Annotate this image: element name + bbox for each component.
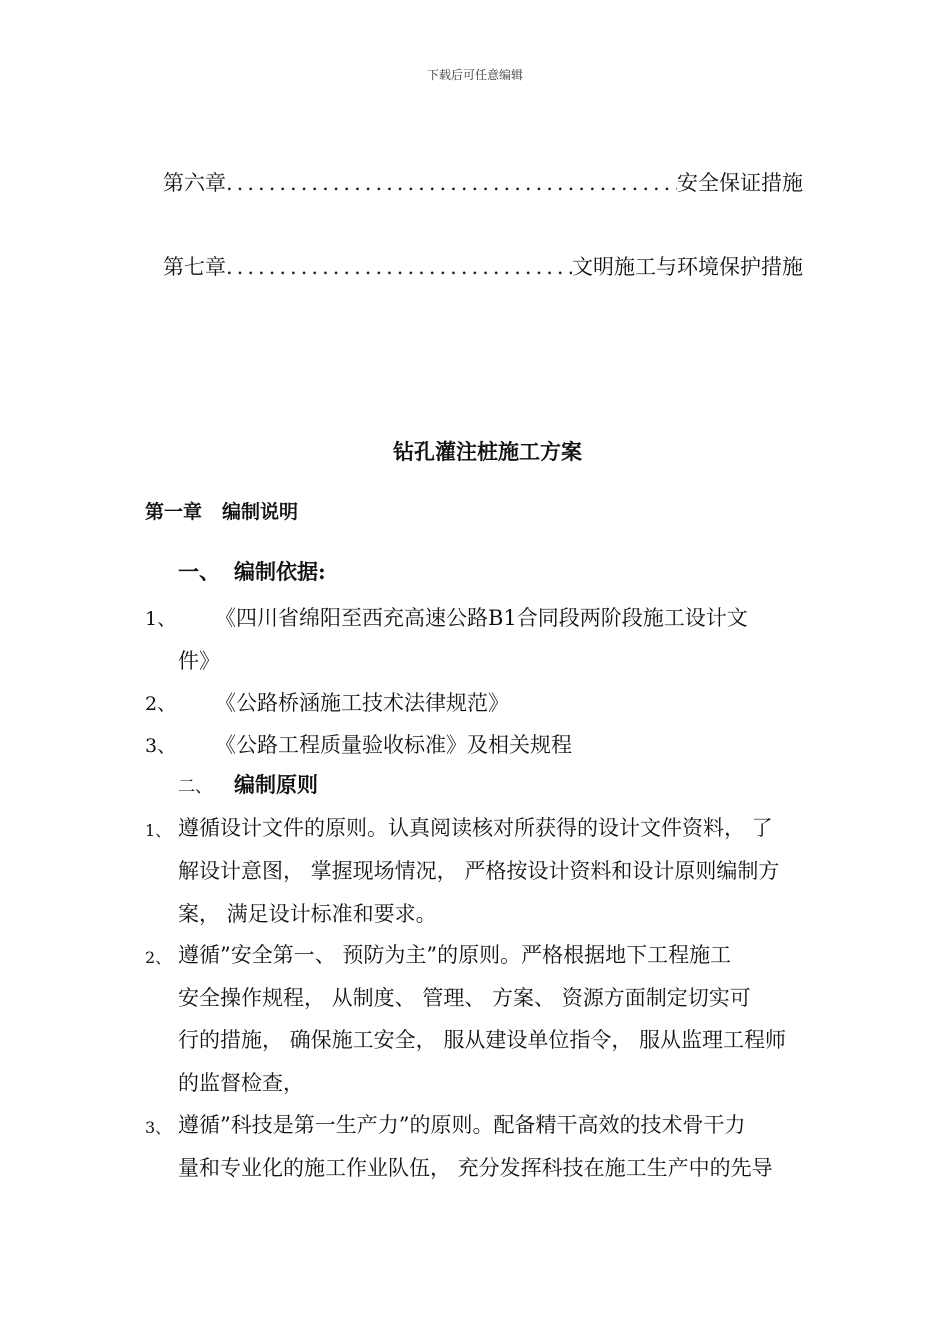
section-heading-basis (178, 556, 326, 586)
list-item-text: 遵循设计文件的原则。认真阅读核对所获得的设计文件资料， 了 (178, 816, 773, 840)
list-item-number: 2、 (145, 948, 172, 967)
list-item-number: 3、 (145, 735, 177, 757)
section-heading-principles (178, 769, 318, 799)
list-item-number: 3、 (145, 1118, 172, 1137)
list-item-number: 2、 (145, 693, 177, 715)
toc-leader-dots (226, 255, 572, 279)
list-item-text: 量和专业化的施工作业队伍， 充分发挥科技在施工生产中的先导 (178, 1156, 773, 1180)
toc-chapter-label: 第六章 (163, 171, 226, 195)
section-title: 编制原则 (234, 772, 318, 797)
toc-entry-chapter6[interactable] (163, 167, 803, 197)
section-title: 编制依据: (234, 559, 326, 584)
list-item-text: 遵循”科技是第一生产力”的原则。配备精干高效的技术骨干力 (178, 1113, 746, 1137)
list-item-text: 的监督检查， (178, 1071, 304, 1095)
list-item-text: 行的措施， 确保施工安全， 服从建设单位指令， 服从监理工程师 (178, 1028, 787, 1052)
list-item-text: 遵循”安全第一、 预防为主”的原则。严格根据地下工程施工 (178, 943, 732, 967)
list-item-text: 解设计意图， 掌握现场情况， 严格按设计资料和设计原则编制方 (178, 859, 780, 883)
chapter-label: 第一章 (145, 501, 203, 523)
list-item-text: 《四川省绵阳至西充高速公路B1合同段两阶段施工设计文 (215, 606, 748, 630)
section-number: 一、 (178, 559, 220, 584)
toc-chapter-title: 文明施工与环境保护措施 (572, 255, 803, 279)
list-item-number: 1、 (145, 821, 172, 840)
toc-chapter-title: 安全保证措施 (677, 171, 803, 195)
toc-leader-dots (226, 171, 677, 195)
toc-entry-chapter7[interactable] (163, 251, 803, 281)
list-item-number: 1、 (145, 608, 177, 630)
chapter-title: 编制说明 (222, 501, 299, 523)
chapter-heading (145, 497, 298, 524)
document-title: 钻孔灌注桩施工方案 (393, 439, 582, 464)
list-item-text: 安全操作规程， 从制度、 管理、 方案、 资源方面制定切实可 (178, 986, 751, 1010)
page-header: 下载后可任意编辑 (426, 68, 523, 82)
list-item-text: 《公路桥涵施工技术法律规范》 (215, 691, 509, 715)
list-item-text: 《公路工程质量验收标准》及相关规程 (215, 733, 572, 757)
list-item-text: 案， 满足设计标准和要求。 (178, 902, 437, 926)
list-item-text: 件》 (178, 649, 220, 673)
section-number: 二、 (178, 777, 212, 797)
toc-chapter-label: 第七章 (163, 255, 226, 279)
